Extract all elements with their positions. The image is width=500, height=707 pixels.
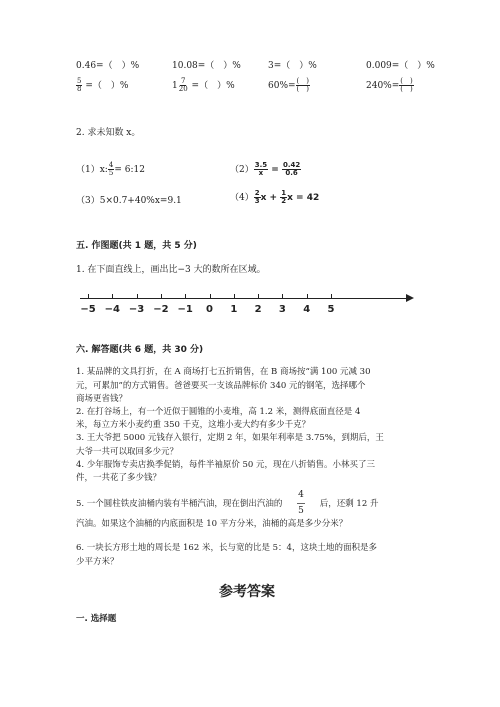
s6-q5-line-2: 汽油。如果这个油桶的内底面积是 10 平方分米，油桶的高是多少分米？ [76, 519, 348, 529]
fraction-numerator: 7 [180, 77, 186, 85]
number-line-label: 2 [254, 304, 262, 315]
conv-item-5 [76, 78, 128, 93]
number-line-tick [331, 294, 332, 299]
number-line-tick [234, 294, 235, 299]
conv-item-2: 10.08=（ ）% [172, 61, 241, 71]
equation-3: （3）5×0.7+40%x=9.1 [76, 196, 182, 206]
conv-item-3: 3=（ ）% [268, 61, 317, 71]
fraction-denominator: 20 [178, 85, 188, 93]
fraction-numerator: 4 [108, 161, 114, 169]
s6-q2-line-2: 米，每立方米小麦约重 350 千克，这堆小麦大约有多少千克？ [76, 420, 311, 430]
s6-q5-line-1 [76, 490, 378, 517]
number-line-label: −4 [104, 304, 120, 315]
number-line-tick [112, 294, 113, 299]
mixed-whole: 1 [172, 81, 178, 91]
arrow-right-icon [406, 294, 414, 302]
fraction-denominator: 5 [298, 506, 304, 516]
q5-text-after: 后，还剩 12 升 [319, 499, 379, 509]
number-line-tick [185, 294, 186, 299]
s6-q3-line-1: 3. 王大爷把 5000 元钱存入银行，定期 2 年，如果年利率是 3.75%，到期后，王 [76, 433, 384, 443]
s6-q4-line-1: 4. 少年服饰专卖店换季促销，每件半袖原价 50 元，现在八折销售。小林买了三 [76, 460, 376, 470]
fraction-denominator: 8 [77, 85, 82, 93]
number-line-label: 1 [230, 304, 238, 315]
fraction-numerator: ( ) [400, 77, 413, 85]
section-5-heading: 五. 作图题(共 1 题，共 5 分) [76, 241, 197, 251]
fraction-numerator: 2 [254, 189, 260, 197]
eq-suffix: = 6:12 [114, 165, 145, 175]
fraction-numerator: 0.42 [282, 161, 301, 169]
eq-suffix: x = 42 [287, 193, 320, 203]
eq-prefix: （1）x: [76, 165, 108, 175]
conv-tail: =（ ）% [191, 81, 235, 91]
fraction-denominator: ( ) [400, 85, 413, 93]
number-line-tick [210, 294, 211, 299]
fraction-numerator: 3.5 [254, 161, 268, 169]
fraction-denominator: 0.6 [285, 169, 298, 177]
number-line-label: −1 [177, 304, 193, 315]
number-line-tick [88, 294, 89, 299]
s6-q2-line-1: 2. 在打谷场上，有一个近似于圆锥的小麦堆，高 1.2 米，测得底面直径是 4 [76, 407, 361, 417]
q2-heading: 2. 求未知数 x。 [76, 128, 141, 138]
fraction-numerator: 5 [77, 77, 82, 85]
s6-q3-line-2: 大爷一共可以取回多少元？ [76, 447, 179, 457]
conv-item-8 [366, 78, 414, 93]
s6-q6-line-2: 少平方米？ [76, 557, 119, 567]
conv-item-4: 0.009=（ ）% [366, 61, 435, 71]
number-line-label: −2 [153, 304, 169, 315]
q5-text-before: 5. 一个圆柱铁皮油桶内装有半桶汽油，现在倒出汽油的 [76, 499, 283, 509]
number-line-axis [80, 298, 410, 299]
fraction-numerator: 1 [281, 189, 287, 197]
number-line-label: 4 [303, 304, 311, 315]
fraction-denominator: 2 [281, 197, 287, 205]
number-line-label: −3 [128, 304, 145, 315]
s6-q1-line-2: 元，可累加”的方式销售。爸爸要买一支该品牌标价 340 元的钢笔，选择哪个 [76, 381, 366, 391]
fraction-numerator: 4 [298, 490, 304, 500]
equation-1 [76, 162, 145, 177]
equation-2 [230, 162, 301, 177]
fraction-denominator: 3 [254, 197, 260, 205]
number-line-tick [282, 294, 283, 299]
section-6-heading: 六. 解答题(共 6 题，共 30 分) [76, 345, 204, 355]
eq-prefix: （2） [230, 165, 254, 175]
conv-item-6 [172, 78, 235, 93]
fraction-numerator: ( ) [296, 77, 310, 85]
conv-item-1: 0.46=（ ）% [76, 61, 140, 71]
conv-tail: =（ ）% [85, 81, 129, 91]
eq-middle: x + [260, 193, 278, 203]
number-line-label: 3 [278, 304, 286, 315]
fraction-denominator: x [258, 169, 264, 177]
number-line-tick [161, 294, 162, 299]
number-line-label: −5 [80, 304, 96, 315]
fraction-denominator: 5 [108, 169, 114, 177]
s6-q1-line-1: 1. 某品牌的文具打折，在 A 商场打七五折销售，在 B 商场按“满 100 元减 30 [76, 367, 371, 377]
answers-subheading: 一. 选择题 [76, 614, 117, 624]
number-line-tick [307, 294, 308, 299]
s6-q6-line-1: 6. 一块长方形土地的周长是 162 米，长与宽的比是 5：4，这块土地的面积是多 [76, 543, 377, 553]
s5-question-1: 1. 在下面直线上，画出比−3 大的数所在区域。 [76, 265, 266, 275]
number-line-label: 5 [327, 304, 335, 315]
s6-q4-line-2: 件，一共花了多少钱？ [76, 473, 162, 483]
fraction-denominator: ( ) [296, 85, 310, 93]
conv-prefix: 60%= [268, 81, 296, 91]
eq-equals: = [271, 165, 279, 175]
number-line-label: 0 [206, 304, 213, 315]
s6-q1-line-3: 商场更省钱？ [76, 394, 128, 404]
fraction-bar [297, 503, 305, 504]
answers-title: 参考答案 [219, 584, 275, 600]
conv-prefix: 240%= [366, 81, 400, 91]
eq-prefix: （4） [230, 193, 254, 203]
conv-item-7 [268, 78, 310, 93]
number-line-tick [137, 294, 138, 299]
equation-4 [230, 190, 319, 205]
number-line-tick [258, 294, 259, 299]
